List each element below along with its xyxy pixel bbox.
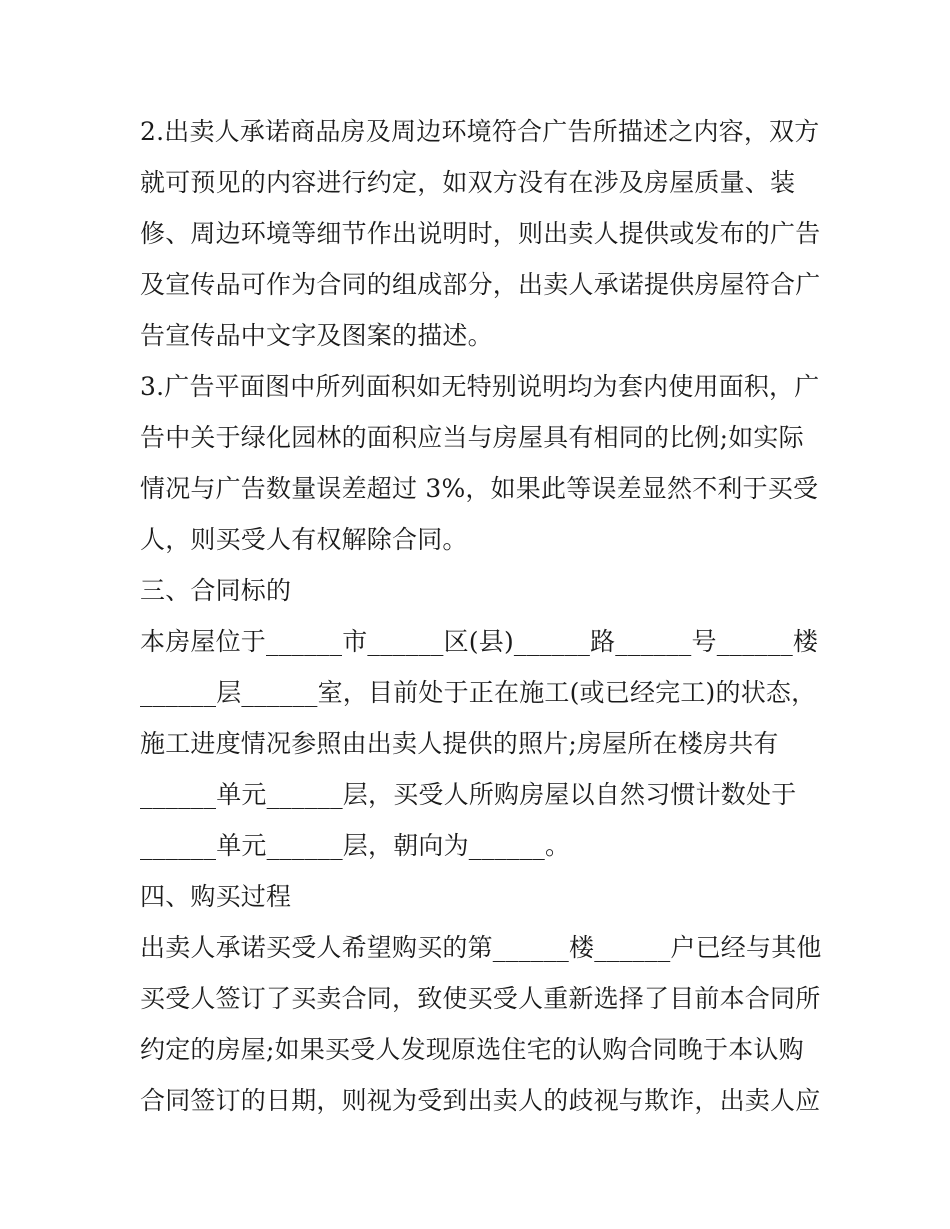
text-line: 约定的房屋;如果买受人发现原选住宅的认购合同晚于本认购 bbox=[140, 1035, 804, 1064]
text-line: 告宣传品中文字及图案的描述。 bbox=[140, 321, 493, 350]
text-line: ______单元______层，朝向为______。 bbox=[140, 831, 571, 860]
text-line: 合同签订的日期，则视为受到出卖人的歧视与欺诈，出卖人应 bbox=[140, 1086, 821, 1115]
text-line: 修、周边环境等细节作出说明时，则出卖人提供或发布的广告 bbox=[140, 219, 821, 248]
text-line: 就可预见的内容进行约定，如双方没有在涉及房屋质量、装 bbox=[140, 168, 796, 197]
text-line: 情况与广告数量误差超过 3%，如果此等误差显然不利于买受 bbox=[140, 474, 819, 503]
text-line: 买受人签订了买卖合同，致使买受人重新选择了目前本合同所 bbox=[140, 984, 821, 1013]
text-line: ______单元______层，买受人所购房屋以自然习惯计数处于 bbox=[140, 780, 797, 809]
text-line: 本房屋位于______市______区(县)______路______号______楼 bbox=[140, 627, 819, 656]
text-line: 人，则买受人有权解除合同。 bbox=[140, 525, 468, 554]
text-line: 3.广告平面图中所列面积如无特别说明均为套内使用面积，广 bbox=[140, 372, 820, 401]
text-line: 及宣传品可作为合同的组成部分，出卖人承诺提供房屋符合广 bbox=[140, 270, 821, 299]
document-body bbox=[140, 106, 820, 1126]
text-line: ______层______室，目前处于正在施工(或已经完工)的状态， bbox=[140, 678, 817, 707]
text-line: 出卖人承诺买受人希望购买的第______楼______户已经与其他 bbox=[140, 933, 822, 962]
text-line: 告中关于绿化园林的面积应当与房屋具有相同的比例;如实际 bbox=[140, 423, 804, 452]
text-line: 2.出卖人承诺商品房及周边环境符合广告所描述之内容，双方 bbox=[140, 117, 820, 146]
section-heading: 三、合同标的 bbox=[140, 576, 292, 605]
section-heading: 四、购买过程 bbox=[140, 882, 292, 911]
text-line: 施工进度情况参照由出卖人提供的照片;房屋所在楼房共有 bbox=[140, 729, 779, 758]
